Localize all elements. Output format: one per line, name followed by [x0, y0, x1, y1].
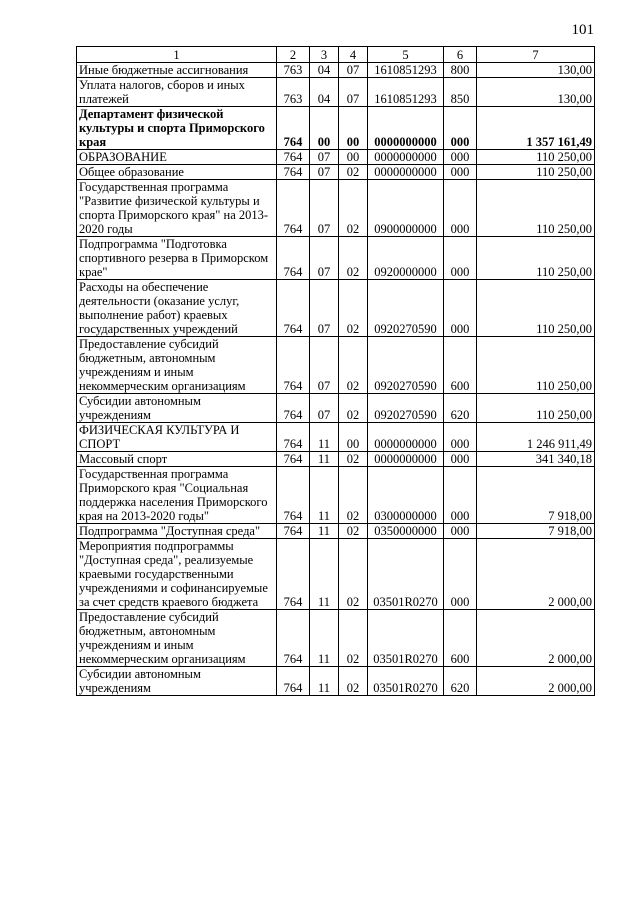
cell-section: 11 — [310, 467, 339, 524]
table-row — [77, 237, 595, 280]
cell-name: Подпрограмма "Доступная среда" — [77, 524, 277, 539]
cell-subsection: 07 — [339, 78, 368, 107]
cell-admin-code: 764 — [277, 150, 310, 165]
cell-admin-code: 764 — [277, 539, 310, 610]
cell-subsection: 02 — [339, 280, 368, 337]
header-col-6: 6 — [444, 47, 477, 63]
header-col-5: 5 — [368, 47, 444, 63]
cell-expense-type: 000 — [444, 524, 477, 539]
cell-subsection: 02 — [339, 610, 368, 667]
cell-amount: 341 340,18 — [477, 452, 595, 467]
cell-subsection: 02 — [339, 394, 368, 423]
cell-name: Общее образование — [77, 165, 277, 180]
table-row — [77, 150, 595, 165]
cell-expense-type: 000 — [444, 467, 477, 524]
table-row — [77, 467, 595, 524]
table-row — [77, 667, 595, 696]
cell-name: Субсидии автономным учреждениям — [77, 667, 277, 696]
cell-section: 11 — [310, 452, 339, 467]
table-row — [77, 165, 595, 180]
cell-subsection: 02 — [339, 165, 368, 180]
budget-table — [76, 46, 595, 696]
cell-section: 07 — [310, 180, 339, 237]
cell-target-article: 0920270590 — [368, 280, 444, 337]
cell-target-article: 0900000000 — [368, 180, 444, 237]
cell-amount: 110 250,00 — [477, 394, 595, 423]
cell-name: Расходы на обеспечение деятельности (оказание услуг, выполнение работ) краевых государственных учреждений — [77, 280, 277, 337]
cell-amount: 130,00 — [477, 63, 595, 78]
cell-section: 07 — [310, 237, 339, 280]
header-col-7: 7 — [477, 47, 595, 63]
cell-target-article: 03501R0270 — [368, 667, 444, 696]
table-row — [77, 63, 595, 78]
cell-section: 11 — [310, 610, 339, 667]
cell-target-article: 03501R0270 — [368, 610, 444, 667]
table-header-row — [77, 47, 595, 63]
cell-subsection: 00 — [339, 150, 368, 165]
cell-amount: 2 000,00 — [477, 667, 595, 696]
table-row — [77, 107, 595, 150]
table-row — [77, 423, 595, 452]
cell-expense-type: 000 — [444, 150, 477, 165]
cell-admin-code: 764 — [277, 610, 310, 667]
cell-expense-type: 000 — [444, 539, 477, 610]
cell-amount: 110 250,00 — [477, 180, 595, 237]
cell-name: Государственная программа Приморского края "Социальная поддержка населения Приморского края на 2013-2020 годы" — [77, 467, 277, 524]
cell-target-article: 0000000000 — [368, 423, 444, 452]
cell-amount: 130,00 — [477, 78, 595, 107]
cell-target-article: 1610851293 — [368, 78, 444, 107]
cell-name: Государственная программа "Развитие физической культуры и спорта Приморского края" на 2013-2020 годы — [77, 180, 277, 237]
cell-amount: 110 250,00 — [477, 237, 595, 280]
cell-target-article: 0000000000 — [368, 150, 444, 165]
cell-subsection: 02 — [339, 539, 368, 610]
table-row — [77, 78, 595, 107]
cell-name: Предоставление субсидий бюджетным, автономным учреждениям и иным некоммерческим организациям — [77, 337, 277, 394]
cell-admin-code: 764 — [277, 423, 310, 452]
cell-expense-type: 600 — [444, 337, 477, 394]
cell-name: Мероприятия подпрограммы "Доступная среда", реализуемые краевыми государственными учреждениями и софинансируемые за счет средств краевого бюджета — [77, 539, 277, 610]
cell-admin-code: 763 — [277, 63, 310, 78]
cell-section: 07 — [310, 337, 339, 394]
cell-name: Уплата налогов, сборов и иных платежей — [77, 78, 277, 107]
cell-admin-code: 764 — [277, 394, 310, 423]
cell-admin-code: 764 — [277, 237, 310, 280]
cell-admin-code: 764 — [277, 337, 310, 394]
cell-name: Иные бюджетные ассигнования — [77, 63, 277, 78]
cell-subsection: 02 — [339, 524, 368, 539]
cell-admin-code: 764 — [277, 280, 310, 337]
cell-target-article: 03501R0270 — [368, 539, 444, 610]
cell-target-article: 0000000000 — [368, 165, 444, 180]
cell-amount: 1 357 161,49 — [477, 107, 595, 150]
cell-name: Департамент физической культуры и спорта Приморского края — [77, 107, 277, 150]
cell-amount: 110 250,00 — [477, 165, 595, 180]
cell-amount: 110 250,00 — [477, 150, 595, 165]
cell-target-article: 1610851293 — [368, 63, 444, 78]
table-row — [77, 394, 595, 423]
cell-subsection: 02 — [339, 180, 368, 237]
cell-section: 11 — [310, 667, 339, 696]
table-row — [77, 180, 595, 237]
cell-target-article: 0920000000 — [368, 237, 444, 280]
cell-expense-type: 620 — [444, 667, 477, 696]
cell-expense-type: 800 — [444, 63, 477, 78]
cell-name: Предоставление субсидий бюджетным, автономным учреждениям и иным некоммерческим организациям — [77, 610, 277, 667]
table-row — [77, 452, 595, 467]
cell-expense-type: 000 — [444, 180, 477, 237]
table-row — [77, 524, 595, 539]
cell-expense-type: 000 — [444, 237, 477, 280]
cell-name: Субсидии автономным учреждениям — [77, 394, 277, 423]
cell-name: Подпрограмма "Подготовка спортивного резерва в Приморском крае" — [77, 237, 277, 280]
cell-amount: 2 000,00 — [477, 539, 595, 610]
cell-admin-code: 764 — [277, 107, 310, 150]
cell-section: 04 — [310, 78, 339, 107]
cell-target-article: 0000000000 — [368, 452, 444, 467]
header-col-3: 3 — [310, 47, 339, 63]
cell-name: ФИЗИЧЕСКАЯ КУЛЬТУРА И СПОРТ — [77, 423, 277, 452]
header-col-4: 4 — [339, 47, 368, 63]
cell-expense-type: 000 — [444, 107, 477, 150]
cell-admin-code: 764 — [277, 180, 310, 237]
cell-section: 07 — [310, 280, 339, 337]
cell-expense-type: 600 — [444, 610, 477, 667]
header-col-2: 2 — [277, 47, 310, 63]
table-row — [77, 610, 595, 667]
table-row — [77, 337, 595, 394]
cell-admin-code: 764 — [277, 667, 310, 696]
cell-subsection: 00 — [339, 107, 368, 150]
cell-amount: 2 000,00 — [477, 610, 595, 667]
cell-target-article: 0920270590 — [368, 394, 444, 423]
cell-target-article: 0920270590 — [368, 337, 444, 394]
cell-subsection: 02 — [339, 467, 368, 524]
cell-section: 07 — [310, 394, 339, 423]
cell-target-article: 0000000000 — [368, 107, 444, 150]
cell-name: ОБРАЗОВАНИЕ — [77, 150, 277, 165]
cell-section: 11 — [310, 524, 339, 539]
table-row — [77, 280, 595, 337]
cell-admin-code: 764 — [277, 452, 310, 467]
cell-subsection: 07 — [339, 63, 368, 78]
cell-expense-type: 000 — [444, 165, 477, 180]
header-col-1: 1 — [77, 47, 277, 63]
cell-section: 07 — [310, 165, 339, 180]
cell-admin-code: 764 — [277, 165, 310, 180]
cell-section: 04 — [310, 63, 339, 78]
cell-target-article: 0300000000 — [368, 467, 444, 524]
cell-admin-code: 764 — [277, 467, 310, 524]
cell-section: 00 — [310, 107, 339, 150]
cell-expense-type: 850 — [444, 78, 477, 107]
cell-expense-type: 620 — [444, 394, 477, 423]
cell-section: 11 — [310, 539, 339, 610]
page-number: 101 — [571, 22, 594, 38]
cell-subsection: 02 — [339, 667, 368, 696]
cell-name: Массовый спорт — [77, 452, 277, 467]
cell-subsection: 00 — [339, 423, 368, 452]
cell-section: 11 — [310, 423, 339, 452]
cell-subsection: 02 — [339, 337, 368, 394]
cell-expense-type: 000 — [444, 452, 477, 467]
cell-admin-code: 764 — [277, 524, 310, 539]
cell-amount: 110 250,00 — [477, 280, 595, 337]
cell-amount: 1 246 911,49 — [477, 423, 595, 452]
cell-subsection: 02 — [339, 452, 368, 467]
cell-expense-type: 000 — [444, 280, 477, 337]
cell-admin-code: 763 — [277, 78, 310, 107]
cell-amount: 110 250,00 — [477, 337, 595, 394]
table-row — [77, 539, 595, 610]
cell-subsection: 02 — [339, 237, 368, 280]
cell-amount: 7 918,00 — [477, 524, 595, 539]
cell-expense-type: 000 — [444, 423, 477, 452]
cell-section: 07 — [310, 150, 339, 165]
cell-amount: 7 918,00 — [477, 467, 595, 524]
cell-target-article: 0350000000 — [368, 524, 444, 539]
